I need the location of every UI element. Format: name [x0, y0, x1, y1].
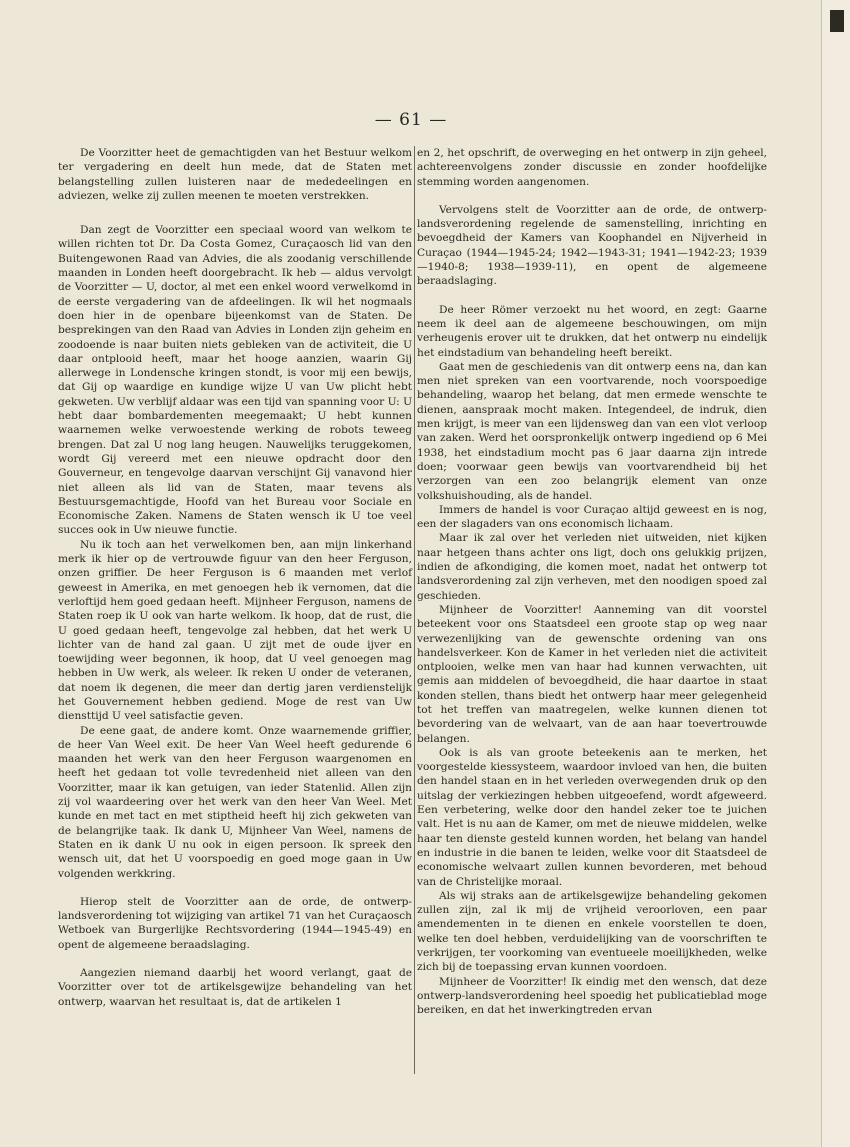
left-column	[58, 146, 412, 1009]
paragraph: Vervolgens stelt de Voorzitter aan de orde, de ontwerp-landsverordening regelende de samenstelling, inrichting en bevoegdheid der Kamers van Koophandel en Nijverheid in Curaçao (1944—1945-24; 1942—1943-31; 1941—1942-23; 1939—1940-8; 1938—1939-11), en opent de algemeene beraadslaging.	[417, 203, 767, 288]
paragraph: Dan zegt de Voorzitter een speciaal woord van welkom te willen richten tot Dr. Da Costa Gomez, Curaçaosch lid van den Buitengewonen Raad van Advies, die als zoodanig verschillende maanden in Londen heeft doorgebracht. Ik heb — aldus vervolgt de Voorzitter — U, doctor, al met een enkel woord verwelkomd in de eerste vergadering van de afdeelingen. Ik wil het nogmaals doen hier in de openbare bijeenkomst van de Staten. De besprekingen van den Raad van Advies in Londen zijn geheim en zoodoende is naar buiten niets gebleken van de activiteit, die U daar ontplooid heeft, maar het hooge aanzien, waarin Gij allerwege in Londensche kringen stondt, is voor mij een bewijs, dat Gij op waardige en kundige wijze U van Uw plicht hebt gekweten. Uw verblijf aldaar was een tijd van spanning voor U: U hebt daar bombardementen meegemaakt; U hebt kunnen waarnemen welke verwoestende werking de robots teweeg brengen. Dat zal U nog lang heugen. Nauwelijks teruggekomen, wordt Gij vereerd met een nieuwe opdracht door den Gouverneur, en tengevolge daarvan verschijnt Gij vanavond hier niet alleen als lid van de Staten, maar tevens als Bestuursgemachtigde, Hoofd van het Bureau voor Sociale en Economische Zaken. Namens de Staten wensch ik U toe veel succes ook in Uw nieuwe functie.	[58, 224, 412, 537]
paragraph: Als wij straks aan de artikelsgewijze behandeling gekomen zullen zijn, zal ik mij de vrijheid veroorloven, een paar amendementen in te dienen en enkele voorstellen te doen, welke ten doel hebben, verduidelijking van de voorschriften te verkrijgen, ter voorkoming van eventueele moeilijkheden, welke zich bij de toepassing ervan kunnen voordoen.	[417, 889, 767, 974]
paragraph: De Voorzitter heet de gemachtigden van het Bestuur welkom ter vergadering en deelt hun mede, dat de Staten met belangstelling zullen luisteren naar de mededeelingen en adviezen, welke zij zullen meenen te moeten verstrekken.	[58, 147, 412, 202]
paragraph: Mijnheer de Voorzitter! Ik eindig met den wensch, dat deze ontwerp-landsverordening heel spoedig het publicatieblad moge bereiken, en dat het inwerkingtreden ervan	[417, 975, 767, 1017]
right-column	[417, 146, 767, 1018]
paragraph: Immers de handel is voor Curaçao altijd geweest en is nog, een der slagaders van ons economisch lichaam.	[417, 503, 767, 531]
column-divider	[414, 146, 415, 1074]
adjacent-page-edge	[821, 0, 850, 1147]
paragraph: Mijnheer de Voorzitter! Aanneming van dit voorstel beteekent voor ons Staatsdeel een groote stap op weg naar verwezenlijking van de gewenschte ordening van ons handelsverkeer. Kon de Kamer in het verleden niet die activiteit ontplooien, welke men van haar had kunnen verwachten, uit gemis aan middelen of bevoegdheid, die haar daartoe in staat konden stellen, thans biedt het ontwerp haar meer gelegenheid tot het treffen van maatregelen, welke kunnen dienen tot bevordering van de welvaart, van de aan haar toevertrouwde belangen.	[417, 603, 767, 745]
binding-tab	[830, 10, 844, 32]
paragraph: Maar ik zal over het verleden niet uitweiden, niet kijken naar hetgeen thans achter ons ligt, doch ons gelukkig prijzen, indien de afkondiging, die komen moet, nadat het ontwerp tot landsverordening zal zijn verheven, met den noodigen spoed zal geschieden.	[417, 532, 767, 602]
paragraph: De eene gaat, de andere komt. Onze waarnemende griffier, de heer Van Weel exit. De heer Van Weel heeft gedurende 6 maanden het werk van den heer Ferguson waargenomen en heeft het gedaan tot volle tevredenheid niet alleen van den Voorzitter, maar ik kan getuigen, van ieder Statenlid. Allen zijn zij vol waardeering over het werk van den heer Van Weel. Met kunde en met tact en met stiptheid heeft hij zich gekweten van de belangrijke taak. Ik dank U, Mijnheer Van Weel, namens de Staten en ik dank U nu ook in eigen persoon. Ik spreek den wensch uit, dat het U voorspoedig en goed moge gaan in Uw volgenden werkkring.	[58, 724, 412, 880]
paragraph: Hierop stelt de Voorzitter aan de orde, de ontwerp-landsverordening tot wijziging van artikel 71 van het Curaçaosch Wetboek van Burgerlijke Rechtsvordering (1944—1945-49) en opent de algemeene beraadslaging.	[58, 895, 412, 951]
paragraph: Aangezien niemand daarbij het woord verlangt, gaat de Voorzitter over tot de artikelsgewijze behandeling van het ontwerp, waarvan het resultaat is, dat de artikelen 1	[58, 967, 412, 1008]
paragraph: Ook is als van groote beteekenis aan te merken, het voorgestelde kiessysteem, waardoor invloed van hen, die buiten den handel staan en in het verleden overwegenden druk op den uitslag der verkiezingen hebben uitgeoefend, wordt afgeweerd. Een verbetering, welke door den handel zeker toe te juichen valt. Het is nu aan de Kamer, om met de nieuwe middelen, welke haar ten dienste gesteld kunnen worden, het belang van handel en industrie in die banen te leiden, welke voor dit Staatsdeel de economische welvaart zullen kunnen bevorderen, met behoud van de Christelijke moraal.	[417, 746, 767, 888]
paragraph: De heer Römer verzoekt nu het woord, en zegt: Gaarne neem ik deel aan de algemeene beschouwingen, om mijn verheugenis erover uit te drukken, dat het ontwerp nu eindelijk het eindstadium van behandeling heeft bereikt.	[417, 303, 767, 359]
paragraph: Nu ik toch aan het verwelkomen ben, aan mijn linkerhand merk ik hier op de vertrouwde figuur van den heer Ferguson, onzen griffier. De heer Ferguson is 6 maanden met verlof geweest in Amerika, en met genoegen heb ik vernomen, dat die verloftijd hem goed gedaan heeft. Mijnheer Ferguson, namens de Staten roep ik U ook van harte welkom. Ik hoop, dat de rust, die U goed gedaan heeft, tengevolge zal hebben, dat het werk U lichter van de hand zal gaan. U zijt met de oude ijver en toewijding weer begonnen, ik hoop, dat U veel genoegen mag hebben in Uw werk, als weleer. Ik reken U onder de veteranen, dat noem ik degenen, die meer dan dertig jaren verdienstelijk het Gouvernement hebben gediend. Moge de rest van Uw diensttijd U veel satisfactie geven.	[58, 538, 412, 723]
paragraph: en 2, het opschrift, de overweging en het ontwerp in zijn geheel, achtereenvolgens zonder discussie en zonder hoofdelijke stemming worden aangenomen.	[417, 147, 767, 188]
paragraph: Gaat men de geschiedenis van dit ontwerp eens na, dan kan men niet spreken van een voortvarende, noch voorspoedige behandeling, waarop het belang, dat men ermede wenschte te dienen, aanspraak mocht maken. Integendeel, de indruk, dien men krijgt, is meer van een lijdensweg dan van een vlot verloop van zaken. Werd het oorspronkelijk ontwerp ingediend op 6 Mei 1938, het eindstadium mocht pas 6 jaar daarna zijn intrede doen; voorwaar geen bewijs van voortvarendheid bij het verzorgen van een zoo belangrijk element van onze volkshuishouding, als de handel.	[417, 360, 767, 502]
page-number: — 61 —	[374, 110, 448, 130]
